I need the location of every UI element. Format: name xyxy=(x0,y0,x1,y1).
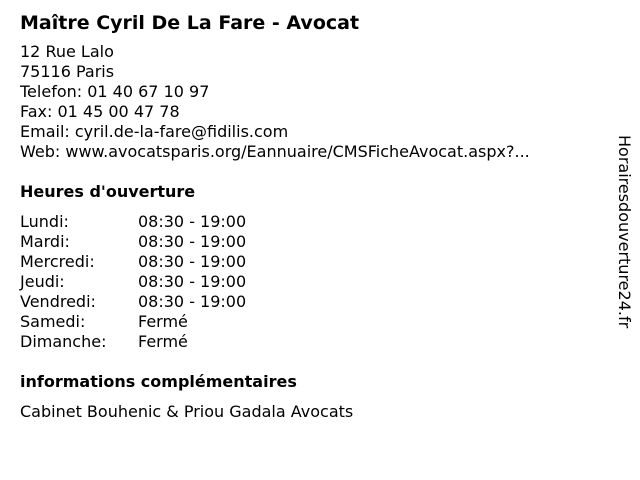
hours-day: Samedi: xyxy=(20,312,86,331)
hours-row xyxy=(20,312,246,332)
listing-card xyxy=(20,10,610,422)
hours-day: Mercredi: xyxy=(20,252,95,271)
opening-hours-heading: Heures d'ouverture xyxy=(20,182,196,201)
hours-time: 08:30 - 19:00 xyxy=(138,232,247,251)
hours-time: 08:30 - 19:00 xyxy=(138,292,247,311)
address-street: 12 Rue Lalo xyxy=(20,42,114,61)
address-postal-city: 75116 Paris xyxy=(20,62,115,81)
hours-time: 08:30 - 19:00 xyxy=(138,252,247,271)
page-title: Maître Cyril De La Fare - Avocat xyxy=(20,12,360,34)
email-line[interactable]: Email: cyril.de-la-fare@fidilis.com xyxy=(20,122,289,141)
additional-info-text: Cabinet Bouhenic & Priou Gadala Avocats xyxy=(20,402,354,421)
hours-time: Fermé xyxy=(138,312,188,331)
site-watermark: Horairesdouverture24.fr xyxy=(615,135,634,329)
phone-line[interactable]: Telefon: 01 40 67 10 97 xyxy=(20,82,210,101)
web-line[interactable]: Web: www.avocatsparis.org/Eannuaire/CMSFicheAvocat.aspx?... xyxy=(20,142,530,161)
hours-row xyxy=(20,292,246,312)
hours-day: Mardi: xyxy=(20,232,70,251)
hours-time: 08:30 - 19:00 xyxy=(138,272,247,291)
hours-day: Vendredi: xyxy=(20,292,96,311)
hours-time: Fermé xyxy=(138,332,188,351)
hours-time: 08:30 - 19:00 xyxy=(138,212,247,231)
hours-row xyxy=(20,332,246,352)
hours-row xyxy=(20,252,246,272)
hours-day: Dimanche: xyxy=(20,332,107,351)
fax-line: Fax: 01 45 00 47 78 xyxy=(20,102,180,121)
hours-row xyxy=(20,212,246,232)
opening-hours-table xyxy=(20,212,246,352)
additional-info-heading: informations complémentaires xyxy=(20,372,297,391)
hours-day: Lundi: xyxy=(20,212,69,231)
hours-row xyxy=(20,232,246,252)
hours-day: Jeudi: xyxy=(20,272,65,291)
hours-row xyxy=(20,272,246,292)
